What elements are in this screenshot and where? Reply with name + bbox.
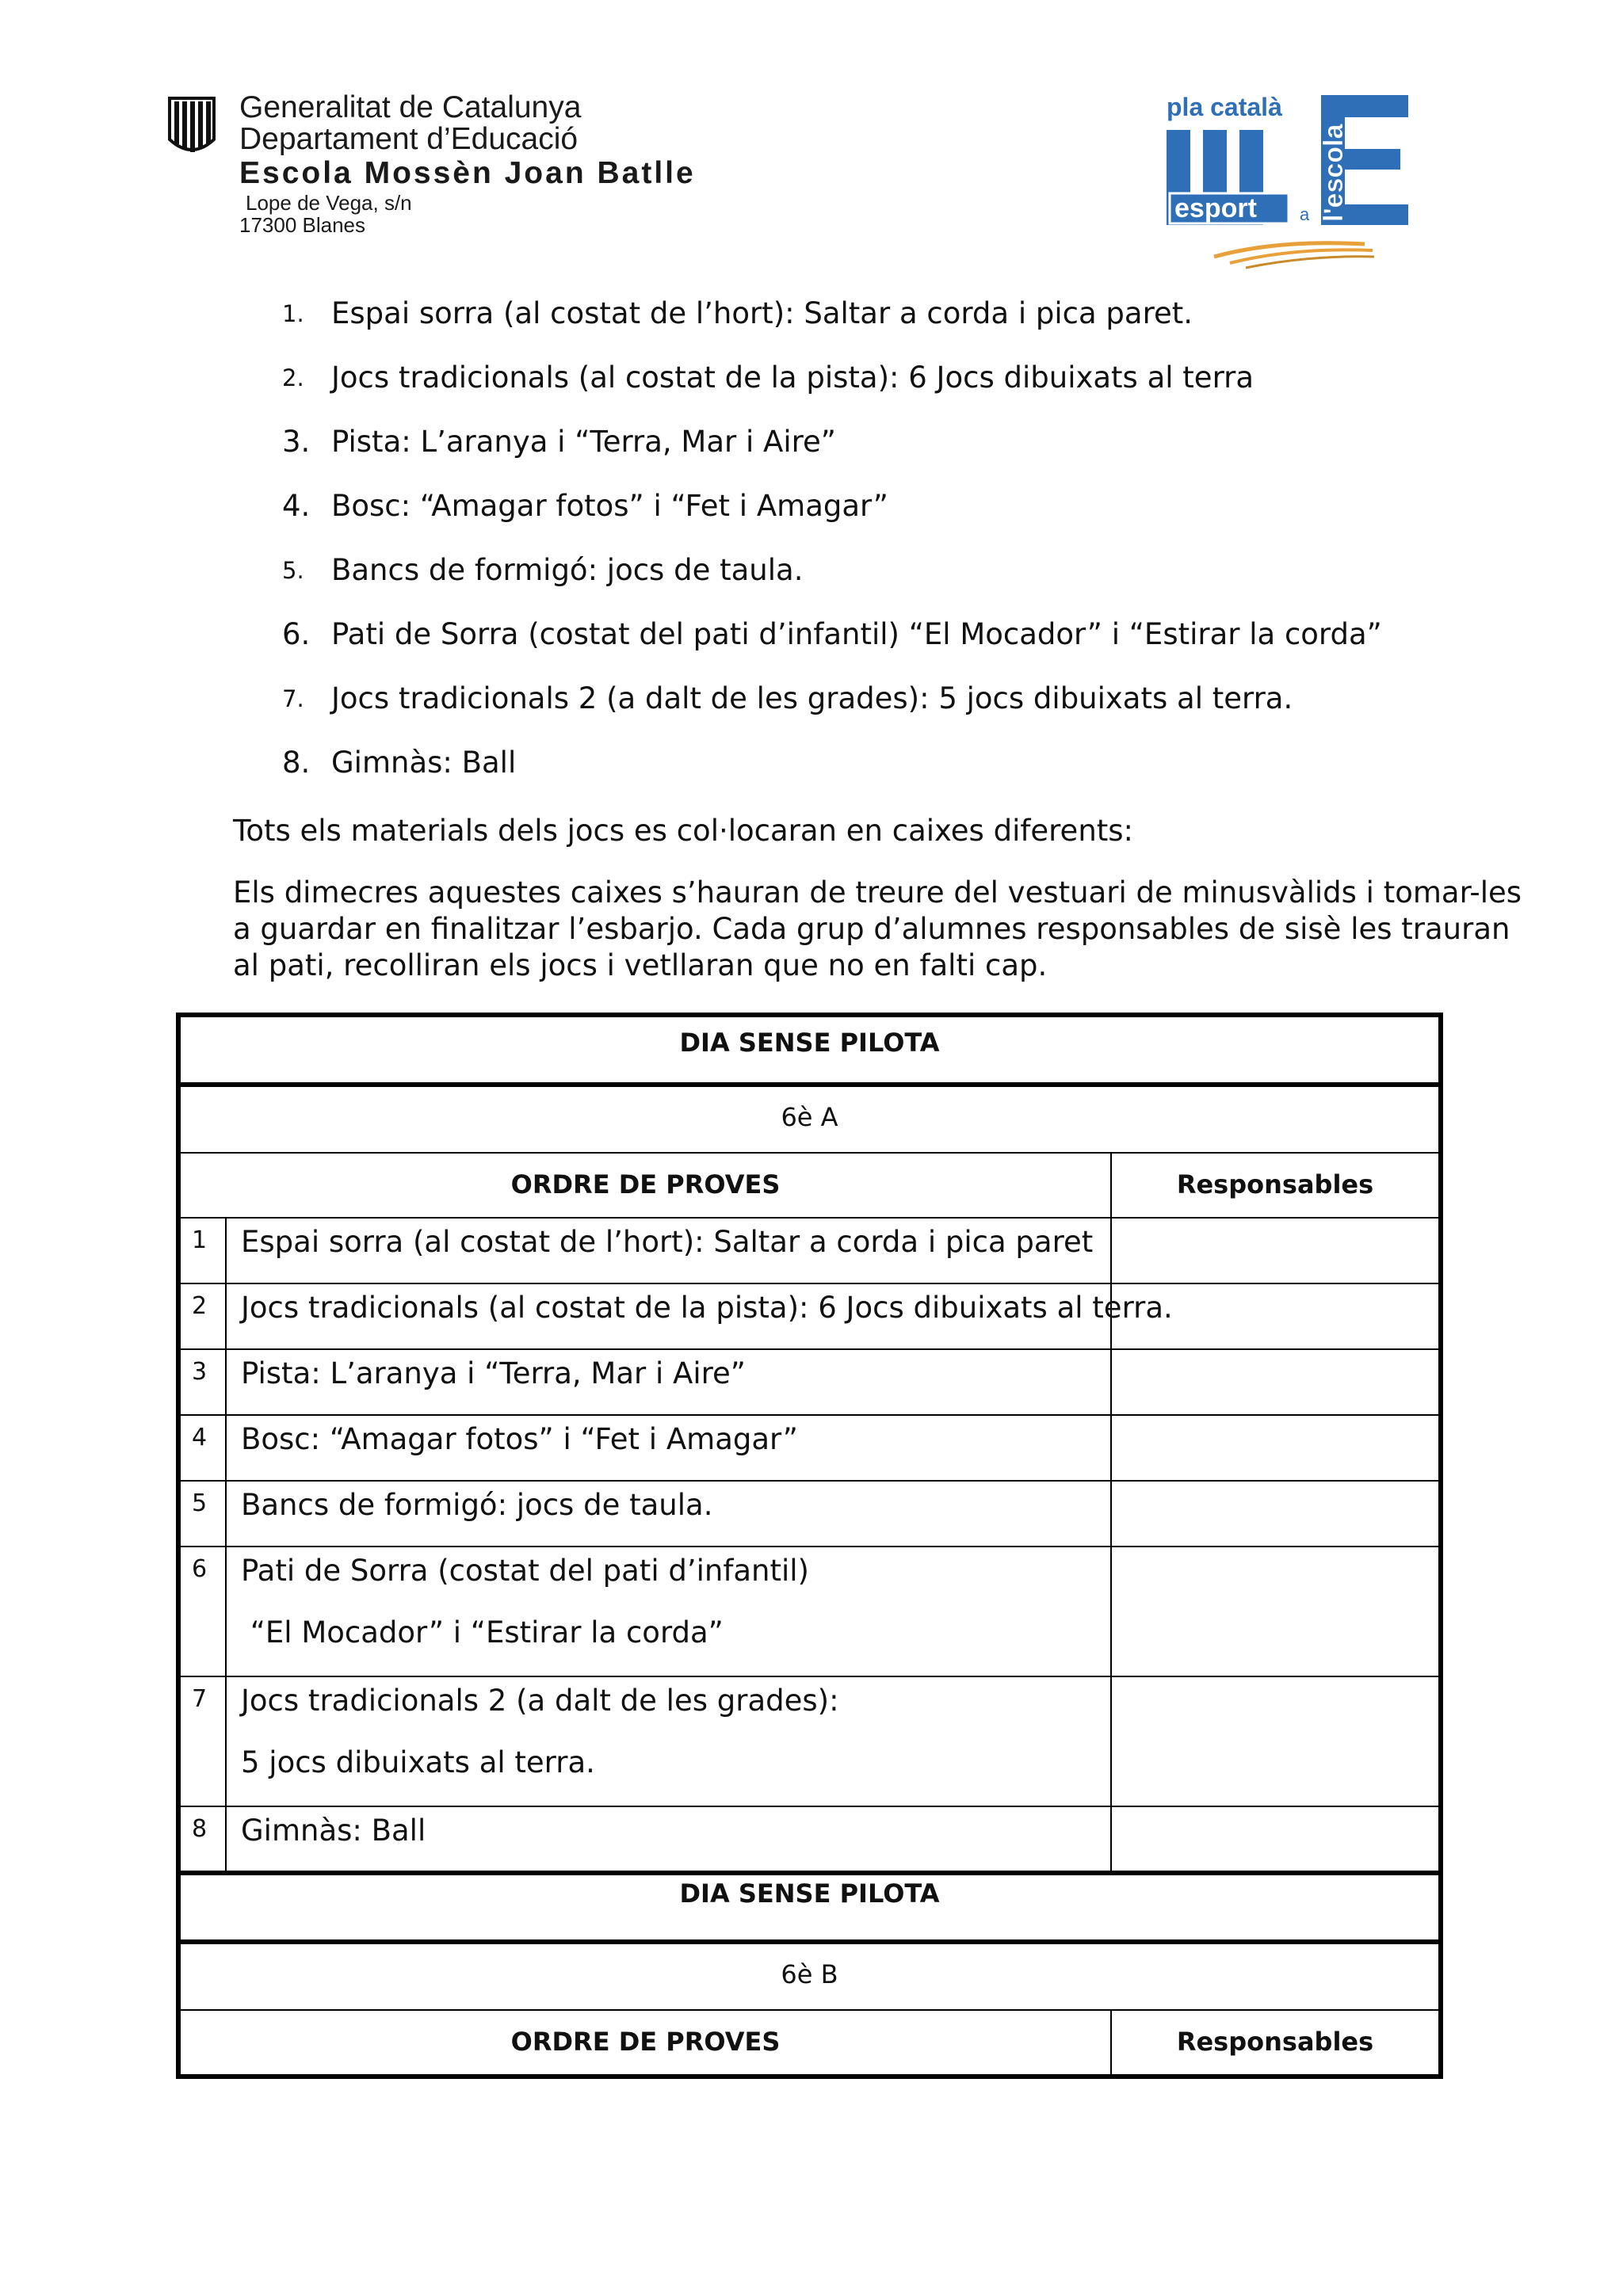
row-number: 4: [181, 1416, 227, 1480]
table-title: DIA SENSE PILOTA: [679, 1878, 940, 1909]
esport-escola-logo: [1159, 89, 1420, 271]
header-city: 17300 Blanes: [239, 213, 366, 237]
row-responsables-cell[interactable]: [1112, 1482, 1438, 1546]
column-header-responsables: Responsables: [1176, 1169, 1374, 1199]
row-activity-line-2: 5 jocs dibuixats al terra.: [241, 1745, 595, 1779]
row-activity: Gimnàs: Ball: [227, 1807, 1112, 1871]
table-header-row: [181, 2011, 1438, 2079]
row-activity: [227, 1677, 1112, 1806]
table-row: [181, 1416, 1438, 1482]
school-header: [239, 92, 696, 236]
logo-side-text: l'escola: [1319, 124, 1349, 222]
column-header-order: ORDRE DE PROVES: [181, 1154, 1112, 1217]
header-school-name: Escola Mossèn Joan Batlle: [239, 156, 696, 190]
row-responsables-cell[interactable]: [1112, 1219, 1438, 1283]
table-row: [181, 1677, 1438, 1807]
instructions-line-1: Els dimecres aquestes caixes s’hauran de treure del vestuari de minusvàlids i tomar-les: [233, 875, 1522, 910]
header-line-generalitat: Generalitat de Catalunya: [239, 90, 582, 124]
row-activity-line-1: Jocs tradicionals 2 (a dalt de les grades):: [241, 1684, 839, 1718]
list-item: [282, 359, 1471, 423]
list-item: [282, 551, 1471, 616]
row-responsables-cell[interactable]: [1112, 1547, 1438, 1676]
list-item: [282, 744, 1471, 808]
list-text: Pati de Sorra (costat del pati d’infantil) “El Mocador” i “Estirar la corda”: [331, 617, 1382, 651]
logo-esport-text: esport: [1174, 193, 1257, 223]
table-row: [181, 1807, 1438, 1875]
instructions-line-2: a guardar en finalitzar l’esbarjo. Cada grup d’alumnes responsables de sisè les trauran: [233, 912, 1510, 946]
row-activity-line-2: “El Mocador” i “Estirar la corda”: [241, 1615, 724, 1650]
row-number: 8: [181, 1807, 227, 1871]
list-number: 2.: [282, 364, 304, 391]
row-number: 7: [181, 1677, 227, 1806]
list-number: 3.: [282, 425, 311, 459]
table-header-row: [181, 1154, 1438, 1219]
row-responsables-cell[interactable]: [1112, 1677, 1438, 1806]
logo-a-text: a: [1300, 204, 1310, 224]
table-row: [181, 1547, 1438, 1677]
logo-top-text: pla català: [1167, 93, 1282, 121]
table-title-row: [181, 1870, 1438, 1944]
list-number: 4.: [282, 489, 311, 523]
list-number: 5.: [282, 557, 304, 584]
list-text: Bosc: “Amagar fotos” i “Fet i Amagar”: [331, 489, 888, 523]
list-item: [282, 423, 1471, 487]
list-text: Jocs tradicionals (al costat de la pista): 6 Jocs dibuixats al terra: [331, 360, 1254, 395]
column-header-order: ORDRE DE PROVES: [181, 2011, 1112, 2074]
activity-list: [282, 295, 1471, 808]
list-item: [282, 487, 1471, 551]
table-row: [181, 1482, 1438, 1547]
list-text: Jocs tradicionals 2 (a dalt de les grades): 5 jocs dibuixats al terra.: [331, 681, 1293, 715]
table-title: DIA SENSE PILOTA: [679, 1028, 940, 1058]
list-item: [282, 295, 1471, 359]
row-responsables-cell[interactable]: [1112, 1350, 1438, 1414]
list-text: Bancs de formigó: jocs de taula.: [331, 553, 804, 587]
header-address: Lope de Vega, s/n: [246, 191, 412, 215]
schedule-table-6a: [176, 1013, 1443, 1875]
row-activity: Bosc: “Amagar fotos” i “Fet i Amagar”: [227, 1416, 1112, 1480]
row-responsables-cell[interactable]: [1112, 1284, 1438, 1348]
table-group: 6è B: [781, 1959, 838, 1989]
table-row: [181, 1219, 1438, 1284]
table-group: 6è A: [781, 1102, 838, 1132]
schedule-table-6b: [176, 1870, 1443, 2079]
materials-paragraph: Tots els materials dels jocs es col·locaran en caixes diferents:: [233, 814, 1134, 848]
row-activity: [227, 1547, 1112, 1676]
instructions-paragraph: [233, 875, 1522, 984]
row-number: 2: [181, 1284, 227, 1348]
row-number: 3: [181, 1350, 227, 1414]
table-row: [181, 1284, 1438, 1350]
row-responsables-cell[interactable]: [1112, 1807, 1438, 1871]
row-activity: Bancs de formigó: jocs de taula.: [227, 1482, 1112, 1546]
row-number: 1: [181, 1219, 227, 1283]
row-activity: Espai sorra (al costat de l’hort): Saltar a corda i pica paret: [227, 1219, 1112, 1283]
row-number: 6: [181, 1547, 227, 1676]
table-group-row: [181, 1087, 1438, 1154]
row-number: 5: [181, 1482, 227, 1546]
generalitat-emblem-icon: [165, 95, 219, 160]
list-number: 8.: [282, 746, 311, 780]
row-activity: Jocs tradicionals (al costat de la pista): 6 Jocs dibuixats al terra.: [227, 1284, 1112, 1348]
row-activity: Pista: L’aranya i “Terra, Mar i Aire”: [227, 1350, 1112, 1414]
row-responsables-cell[interactable]: [1112, 1416, 1438, 1480]
column-header-responsables: Responsables: [1176, 2027, 1374, 2057]
list-text: Pista: L’aranya i “Terra, Mar i Aire”: [331, 425, 836, 459]
row-activity-line-1: Pati de Sorra (costat del pati d’infantil): [241, 1554, 809, 1588]
list-item: [282, 616, 1471, 680]
instructions-line-3: al pati, recolliran els jocs i vetllaran que no en falti cap.: [233, 948, 1048, 982]
table-row: [181, 1350, 1438, 1416]
table-title-row: [181, 1013, 1438, 1087]
list-number: 6.: [282, 617, 311, 651]
list-text: Espai sorra (al costat de l’hort): Saltar a corda i pica paret.: [331, 296, 1193, 330]
header-line-departament: Departament d’Educació: [239, 122, 579, 156]
list-item: [282, 680, 1471, 744]
list-number: 1.: [282, 300, 304, 327]
list-number: 7.: [282, 685, 304, 712]
list-text: Gimnàs: Ball: [331, 746, 517, 780]
table-group-row: [181, 1944, 1438, 2011]
